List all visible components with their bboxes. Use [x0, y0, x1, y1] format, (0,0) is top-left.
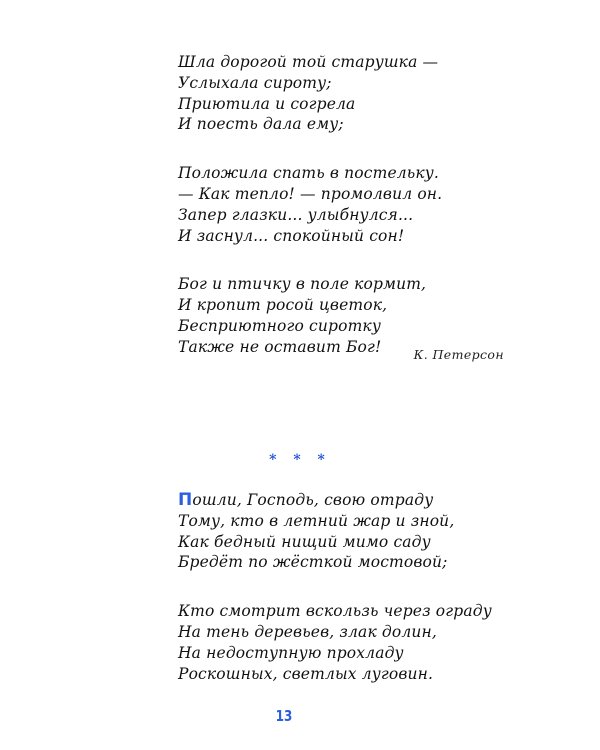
poem-line: Бог и птичку в поле кормит,: [178, 275, 427, 294]
stanza: [178, 163, 508, 246]
poem-line: Запер глазки... улыбнулся...: [178, 205, 414, 224]
poem-line: Также не оставит Бог!: [178, 337, 382, 356]
poem-line: — Как тепло! — промолвил он.: [178, 184, 443, 203]
poem-line: Роскошных, светлых луговин.: [178, 664, 434, 683]
drop-cap: П: [178, 490, 193, 510]
poem-line: На недоступную прохладу: [178, 643, 404, 662]
poem-line: Бредёт по жёсткой мостовой;: [178, 553, 448, 572]
poem-line: Тому, кто в летний жар и зной,: [178, 511, 455, 530]
poem-first: [178, 52, 508, 358]
poem-line: Шла дорогой той старушка —: [178, 53, 439, 71]
stanza: [178, 490, 508, 573]
poem-line: Услыхала сироту;: [178, 73, 332, 92]
poem-line: Приютила и согрела: [178, 94, 356, 113]
poem-line: Бесприютного сиротку: [178, 316, 381, 335]
page-number: 13: [275, 707, 293, 725]
poem-author: К. Петерсон: [413, 347, 504, 362]
stanza: [178, 274, 508, 357]
poem-line-first: [178, 490, 508, 511]
stanza: [178, 601, 508, 684]
poem-line: Как бедный нищий мимо саду: [178, 532, 431, 551]
poem-line: Положила спать в постельку.: [178, 164, 440, 183]
poem-line: И заснул... спокойный сон!: [178, 226, 405, 245]
poem-line: И поесть дала ему;: [178, 115, 344, 134]
poem-line: И кропит росой цветок,: [178, 296, 388, 315]
poem-line: Кто смотрит вскользь через ограду: [178, 602, 492, 621]
poem-second: [178, 490, 508, 684]
stanza: [178, 52, 508, 135]
poem-line-first-rest: ошли, Господь, свою отраду: [192, 491, 434, 509]
section-divider: * * *: [269, 452, 331, 468]
poem-line: На тень деревьев, злак долин,: [178, 622, 437, 641]
